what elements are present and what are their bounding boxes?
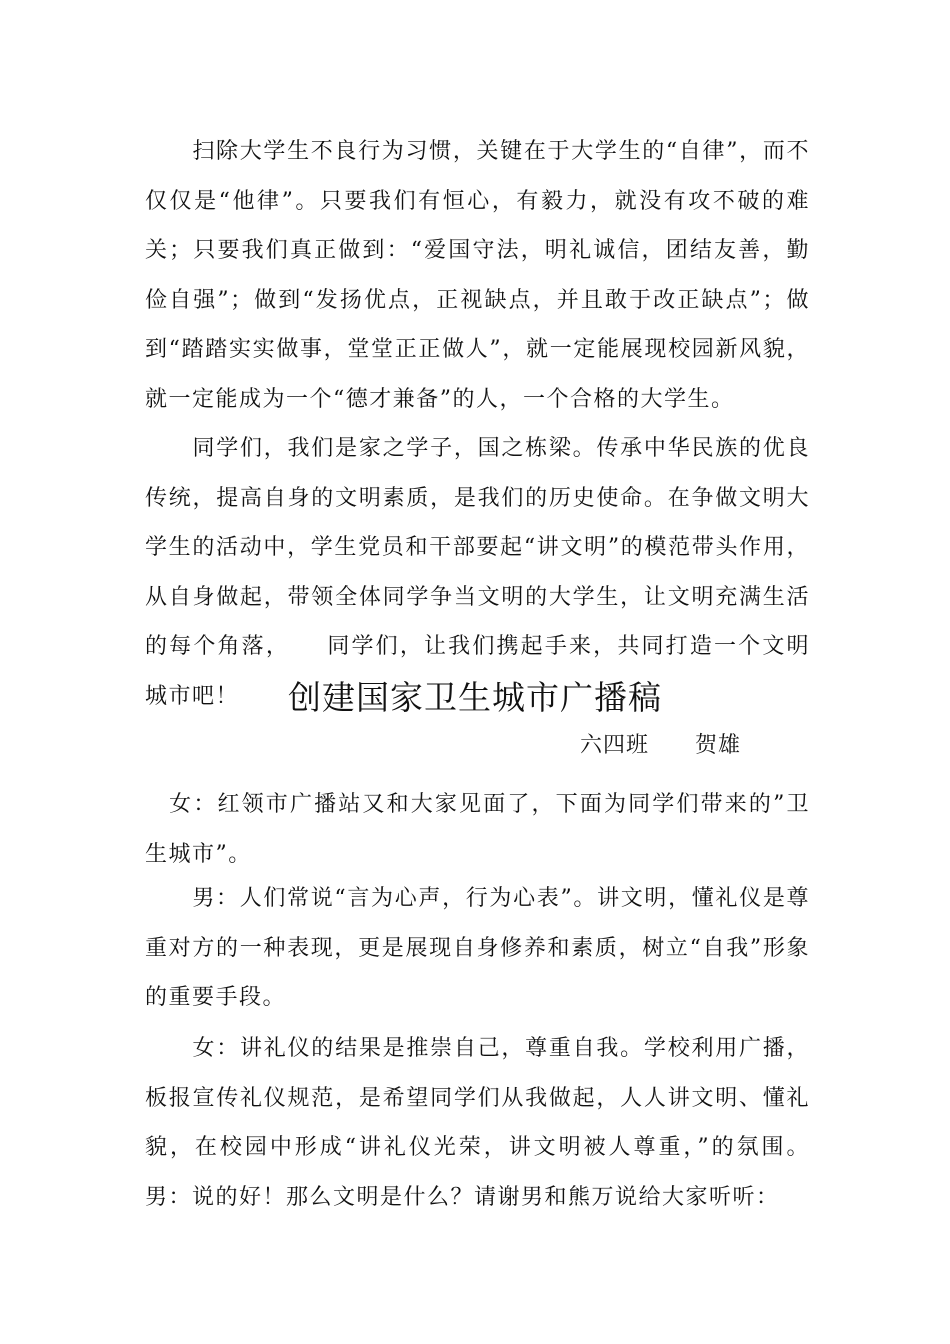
dialogue-female-school: 女：讲礼仪的结果是推崇自己，尊重自我。学校利用广播，板报宣传礼仪规范，是希望同学们从我做起，人人讲文明、懂礼貌，在校园中形成“讲礼仪光荣，讲文明被人尊重，”的氛围。男：说的好！那么文明是什么？请谢男和熊万说给大家听听： — [145, 1036, 810, 1210]
document-title: 创建国家卫生城市广播稿 — [288, 678, 662, 717]
paragraph-civilization-mission: 同学们，我们是家之学子，国之栋梁。传承中华民族的优良传统，提高自身的文明素质，是我们的历史使命。在争做文明大学生的活动中，学生党员和干部要起“讲文明”的模范带头作用，从自身做起，带领全体同学争当文明的大学生，让文明充满生活的每个角落， 同学们，让我们携起手来，共同打造一个文明城市吧！ — [145, 436, 810, 709]
dialogue-female-intro: 女：红领市广播站又和大家见面了，下面为同学们带来的”卫生城市”。 — [145, 792, 810, 867]
dialogue-male-etiquette: 男：人们常说“言为心声，行为心表”。讲文明，懂礼仪是尊重对方的一种表现，更是展现自身修养和素质，树立“自我”形象的重要手段。 — [145, 886, 810, 1010]
paragraph-self-discipline: 扫除大学生不良行为习惯，关键在于大学生的“自律”，而不仅仅是“他律”。只要我们有恒心，有毅力，就没有攻不破的难关；只要我们真正做到：“爱国守法，明礼诚信，团结友善，勤俭自强”；做到“发扬优点，正视缺点，并且敢于改正缺点”；做到“踏踏实实做事，堂堂正正做人”，就一定能展现校园新风貌，就一定能成为一个“德才兼备”的人，一个合格的大学生。 — [145, 139, 810, 412]
author-byline: 六四班 贺雄 — [580, 733, 742, 758]
